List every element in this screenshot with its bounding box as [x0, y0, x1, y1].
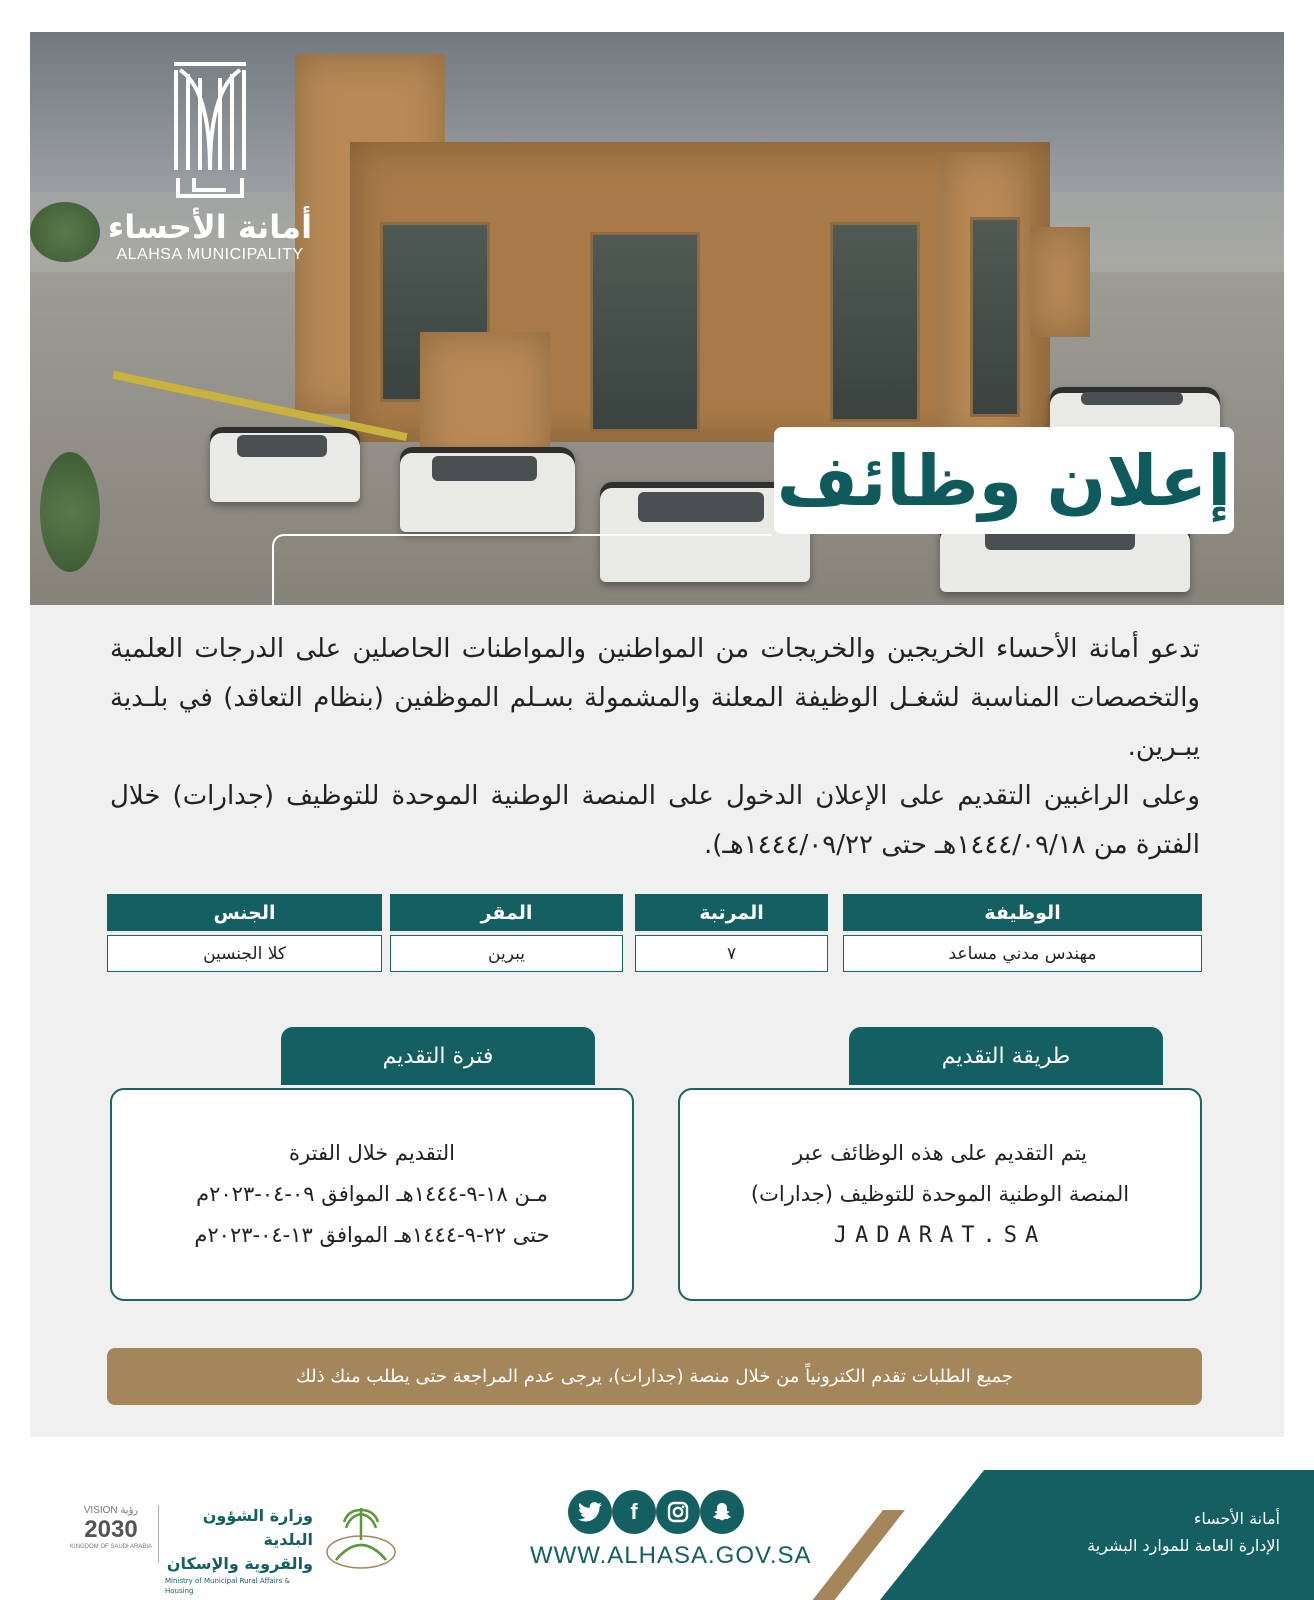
car [1050, 387, 1220, 432]
alahsa-logo [100, 60, 320, 300]
table-header-location: المقر [390, 894, 623, 931]
vision-kingdom: KINGDOM OF SAUDI ARABIA [70, 1544, 153, 1550]
method-line-1: يتم التقديم على هذه الوظائف عبر [793, 1141, 1087, 1165]
table-header-rank: المرتبة [635, 894, 828, 931]
table-cell-job: مهندس مدني مساعد [843, 935, 1202, 972]
notice-banner: جميع الطلبات تقدم الكترونياً من خلال منصة (جدارات)، يرجى عدم المراجعة حتى يطلب منك ذلك [107, 1348, 1202, 1405]
footer-org [1087, 1505, 1280, 1559]
footer-gold-stripe [797, 1510, 905, 1600]
table-cell-rank: ٧ [635, 935, 828, 972]
facebook-icon[interactable]: f [612, 1490, 656, 1534]
building-annex [1030, 227, 1090, 337]
period-line-3: حتى ٢٢-٩-١٤٤٤هـ الموافق ١٣-٠٤-٢٠٢٣م [194, 1223, 550, 1247]
period-tab: فترة التقديم [281, 1027, 595, 1085]
ministry-name-line-2: والقروية والإسكان [166, 1554, 313, 1573]
ministry-name-line-1: وزارة الشؤون البلدية [202, 1506, 313, 1549]
hero-banner [30, 32, 1284, 605]
ministry-name-english: Ministry of Municipal Rural Affairs & Housing [165, 1577, 290, 1595]
period-box [110, 1088, 634, 1301]
car [400, 447, 575, 532]
snapchat-icon[interactable] [700, 1490, 744, 1534]
footer-org-name: أمانة الأحساء [1193, 1509, 1280, 1528]
method-line-2: المنصة الوطنية الموحدة للتوظيف (جدارات) [750, 1182, 1130, 1206]
page-title: إعلان وظائف [776, 439, 1232, 522]
decorative-frame [272, 534, 772, 605]
table-cell-gender: كلا الجنسين [107, 935, 382, 972]
method-box [678, 1088, 1202, 1301]
website-link[interactable]: WWW.ALHASA.GOV.SA [530, 1542, 812, 1569]
jadarat-link[interactable]: JADARAT.SA [833, 1223, 1047, 1248]
method-tab: طريقة التقديم [849, 1027, 1163, 1085]
alahsa-logo-icon [170, 60, 250, 200]
period-line-2: مـن ١٨-٩-١٤٤٤هـ الموافق ٠٩-٠٤-٢٠٢٣م [196, 1182, 548, 1206]
logo-divider [158, 1505, 159, 1563]
vision-2030-logo [70, 1505, 152, 1550]
building-window [590, 232, 700, 432]
intro-paragraph-1: تدعو أمانة الأحساء الخريجين والخريجات من المواطنين والمواطنات الحاصلين على الدرجات العلمية والتخصصات المناسبة لشغـل الوظيفة المعلنة والمشمولة بسـلم الموظفين (بنظام التعاقد) في بلـدية يبـرين. [110, 634, 1200, 762]
title-box [774, 427, 1234, 534]
saudi-emblem-icon [322, 1500, 400, 1572]
building-window [970, 217, 1020, 417]
tree [40, 452, 100, 572]
vision-year: 2030 [84, 1516, 138, 1543]
table-header-gender: الجنس [107, 894, 382, 931]
instagram-icon[interactable] [656, 1490, 700, 1534]
building-window [830, 222, 920, 422]
footer-department: الإدارة العامة للموارد البشرية [1087, 1536, 1280, 1555]
vision-label: VISION رؤية [83, 1505, 139, 1516]
twitter-icon[interactable] [568, 1490, 612, 1534]
ministry-logo [165, 1504, 313, 1596]
table-header-job: الوظيفة [843, 894, 1202, 931]
table-cell-location: يبرين [390, 935, 623, 972]
logo-arabic-text: أمانة الأحساء [107, 208, 313, 246]
logo-english-text: ALAHSA MUNICIPALITY [116, 246, 304, 263]
car [210, 427, 360, 502]
intro-text [110, 625, 1200, 870]
intro-paragraph-2: وعلى الراغبين التقديم على الإعلان الدخول على المنصة الوطنية الموحدة للتوظيف (جدارات) خلال الفترة من ١٤٤٤/٠٩/١٨هـ حتى ١٤٤٤/٠٩/٢٢هـ). [110, 781, 1200, 860]
period-line-1: التقديم خلال الفترة [289, 1141, 455, 1165]
tree [30, 202, 100, 262]
